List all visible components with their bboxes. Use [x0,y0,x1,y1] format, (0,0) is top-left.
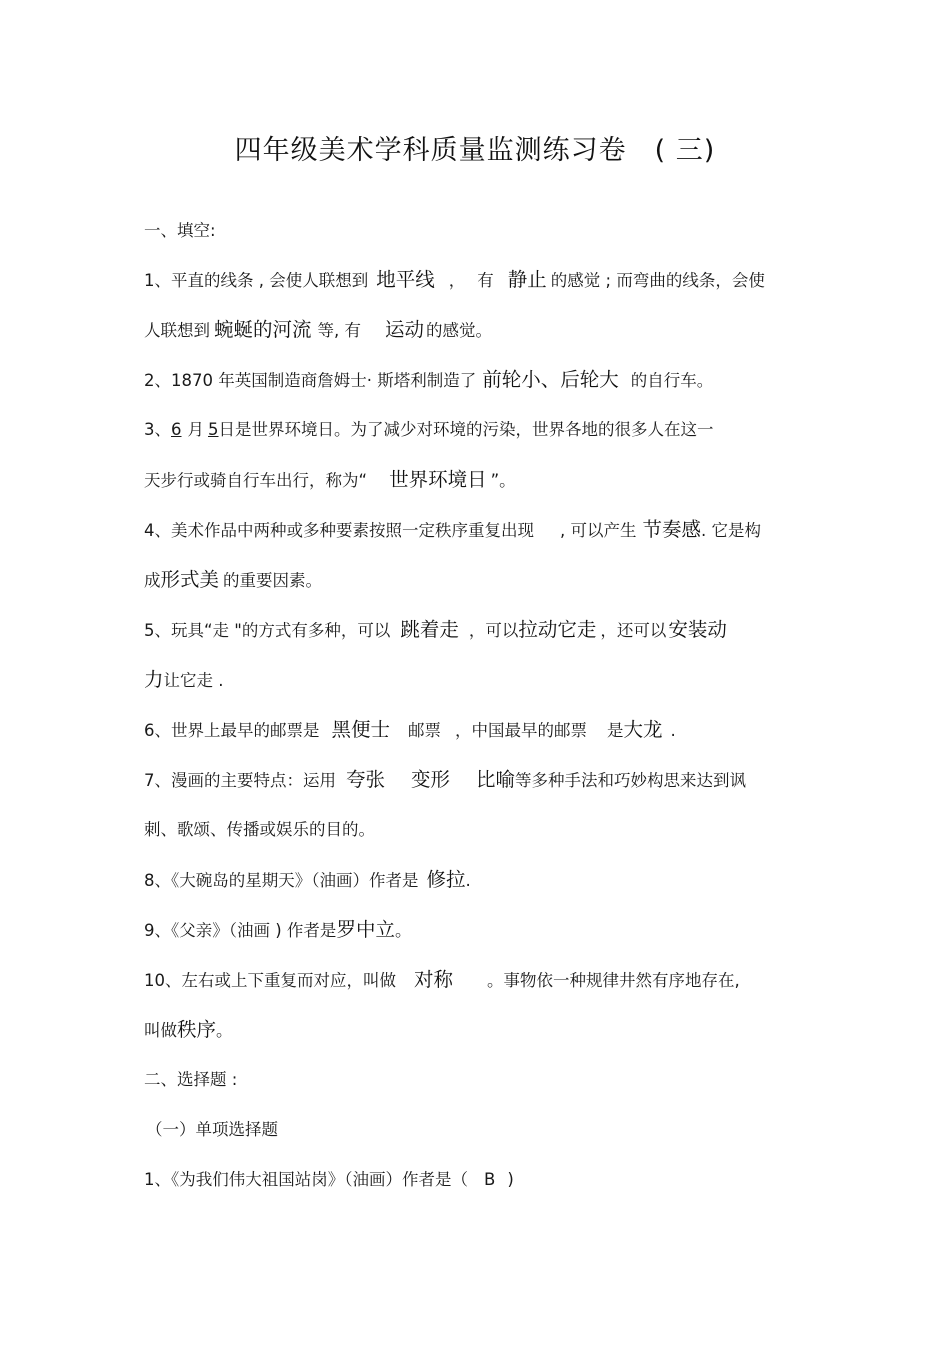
q4-text-a: 4、美术作品中两种或多种要素按照一定秩序重复出现 [144,521,534,540]
q5-line1 [144,616,727,645]
q3-text-h: ”。 [490,471,516,490]
q2-text-c: 的自行车。 [630,371,714,390]
q6-text-d: ，中国最早的邮票 [455,721,588,740]
q8-answer-1: 修拉 [426,868,466,891]
q5-text-a: 5、玩具“走 "的方式有多种，可以 [144,621,391,640]
q1-text-g: 人联想到 [144,321,210,340]
q3-line2 [144,466,516,495]
q5-answer-3: 安装动 [668,618,727,641]
q8-text-c: . [465,871,471,890]
page-title: 四年级美术学科质量监测练习卷 ( 三) [234,135,716,166]
q4-text-d: . 它是构 [701,521,762,540]
q10-line1 [144,966,740,995]
q5-answer-1: 跳着走 [400,618,459,641]
q7-line2: 刺、歌颂、传播或娱乐的目的。 [144,820,375,839]
q6-text-c: 邮票 [408,721,442,740]
q4-text-g: 的重要因素。 [223,571,323,590]
q4-answer-1: 节奏感 [642,518,702,541]
mc-q1-answer: B [484,1170,496,1189]
q7-text-e: 等多种手法和巧妙构思来达到讽 [515,771,747,790]
q3-text-e: 日是世界环境日。为了减少对环境的污染，世界各地的很多人在这一 [218,420,714,439]
q4-line2 [144,566,322,595]
q7-answer-2: 变形 [411,768,451,791]
q10-text-c: 。事物依一种规律井然有序地存在, [487,971,740,990]
q3-text-a: 3、 [144,420,171,439]
q4-answer-2: 形式美 [160,568,220,591]
q5-line2 [144,666,224,695]
q1-text-f: 的感觉 ; 而弯曲的线条，会使 [550,271,765,290]
q1-text-a: 1、平直的线条 , 会使人联想到 [144,271,369,290]
q5-text-e: ，还可以 [600,621,667,640]
q6-text-g: . [670,721,676,740]
q4-line1 [144,516,761,545]
q10-text-d: 叫做 [144,1021,177,1040]
q8-text-a: 8、《大碗岛的星期天》（油画）作者是 [144,871,419,890]
q2-text-a: 2、1870 年英国制造商詹姆士· 斯塔利制造了 [144,371,477,390]
q6-text-e: 是 [607,721,624,740]
section2-heading: 二、选择题 : [144,1070,238,1089]
section2-subheading: （一）单项选择题 [146,1120,278,1139]
q7-line1 [144,766,746,795]
section1-heading: 一、填空: [144,221,216,240]
q1-text-c: ， [448,271,466,290]
q5-text-c: ，可以 [468,621,519,640]
q7-answer-1: 夸张 [346,768,386,791]
q9-text-a: 9、《父亲》（油画 ) 作者是 [144,921,337,940]
q1-text-k: 的感觉。 [426,321,493,340]
q1-text-i: 等, 有 [317,321,362,340]
q1-answer-1: 地平线 [376,268,435,291]
q10-answer-2: 秩序 [177,1018,217,1041]
q3-text-f: 天步行或骑自行车出行，称为“ [144,471,368,490]
q1-text-d: 有 [477,271,494,290]
q6-text-a: 6、世界上最早的邮票是 [144,721,320,740]
q10-line2 [144,1016,233,1045]
q4-text-b: , 可以产生 [560,521,637,540]
q2-answer-1: 前轮小、后轮大 [482,368,619,391]
q10-answer-1: 对称 [414,968,454,991]
q3-answer-day: 5 [208,420,219,439]
q10-text-f: 。 [216,1021,233,1040]
q1-answer-4: 运动 [385,318,425,341]
q6-line1 [144,716,676,745]
mc-q1-text-a: 1、《为我们伟大祖国站岗》（油画）作者是（ [144,1170,468,1189]
mc-q1-line [144,1166,514,1194]
q6-answer-2: 大龙 [623,718,663,741]
q9-text-c: 。 [394,921,412,940]
q7-answer-3: 比喻 [476,768,516,791]
mc-q1-text-c: ) [507,1170,514,1189]
q9-answer-1: 罗中立 [336,918,395,941]
q5-answer-3-cont: 力 [144,668,164,691]
q5-answer-2: 拉动它走 [518,618,597,641]
q1-answer-2: 静止 [507,268,547,291]
q2-line1 [144,366,713,395]
q9-line1 [144,916,411,945]
q3-answer-month: 6 [171,420,182,439]
q3-answer-2: 世界环境日 [389,468,487,491]
q10-text-a: 10、左右或上下重复而对应，叫做 [144,971,396,990]
q5-text-h: 让它走 . [163,671,224,690]
q3-line1 [144,416,714,444]
q4-text-e: 成 [144,571,161,590]
q1-answer-3: 蜿蜒的河流 [214,318,312,341]
q6-answer-1: 黑便士 [331,718,391,741]
q1-line2 [144,316,492,345]
q1-line1 [144,266,765,295]
q3-text-c: 月 [187,420,204,439]
q8-line1 [144,866,471,895]
q7-text-a: 7、漫画的主要特点：运用 [144,771,336,790]
